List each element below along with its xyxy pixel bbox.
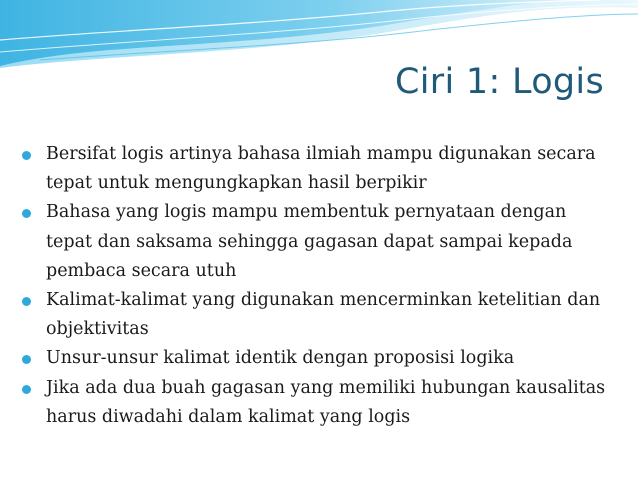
bullet-dot-icon [22,151,31,160]
slide-title: Ciri 1: Logis [395,62,604,102]
bullet-text: Unsur-unsur kalimat identik dengan proposisi logika [46,348,515,369]
bullet-dot-icon [22,355,31,364]
bullet-text: Bahasa yang logis mampu membentuk pernyataan dengan tepat dan saksama sehingga gagasan dapat sampai kepada pembaca secara utuh [46,202,573,281]
bullet-list [12,140,612,432]
list-item [12,286,612,344]
bullet-dot-icon [22,385,31,394]
list-item [12,374,612,432]
list-item [12,198,612,286]
list-item [12,344,612,373]
bullet-text: Bersifat logis artinya bahasa ilmiah mampu digunakan secara tepat untuk mengungkapkan hasil berpikir [46,144,596,194]
bullet-text: Jika ada dua buah gagasan yang memiliki hubungan kausalitas harus diwadahi dalam kalimat yang logis [46,377,606,427]
bullet-dot-icon [22,209,31,218]
list-item [12,140,612,198]
bullet-text: Kalimat-kalimat yang digunakan mencerminkan ketelitian dan objektivitas [46,290,601,340]
bullet-dot-icon [22,297,31,306]
